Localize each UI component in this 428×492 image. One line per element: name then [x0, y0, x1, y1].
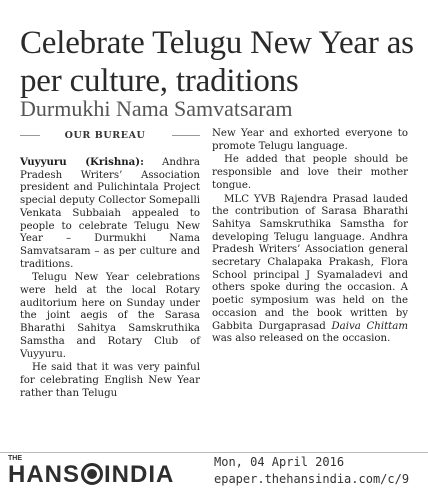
footer-divider [0, 452, 428, 453]
epaper-url[interactable]: epaper.thehansindia.com/c/9 [214, 472, 410, 486]
paragraph [212, 194, 408, 346]
byline: OUR BUREAU [64, 130, 146, 141]
article-column-right [212, 128, 408, 346]
logo-the: THE [8, 455, 22, 462]
paragraph: He added that people should be responsible and love their mother tongue. [212, 154, 408, 191]
logo-right: INDIA [104, 461, 175, 488]
subheadline: Durmukhi Nama Samvatsaram [20, 96, 293, 121]
paragraph-text: MLC YVB Rajendra Prasad lauded the contribution of Sarasa Bharathi Sahitya Samskruthika Samstha for developing Telugu language. Andhra Pradesh Writers’ Association general secretary Chalapaka Prakash, Flora School principal J Syamaladevi and others spoke during the occasion. A poetic symposium was held on the occasion and the book written by Gabbita Durgaprasad [212, 193, 408, 332]
paragraph [20, 156, 200, 271]
book-title: Daiva Chittam [331, 320, 409, 332]
logo-left: HANS [8, 461, 81, 488]
paragraph: New Year and exhorted everyone to promote Telugu language. [212, 128, 408, 152]
paragraph-text: Andhra Pradesh Writers’ Association president and Pulichintala Project special deputy Collector Somepalli Venkata Subbaiah appealed to people to celebrate Telugu New Year – Durmukhi Nama Samvatsaram – as per culture and traditions. [20, 157, 200, 270]
globe-icon [81, 463, 103, 485]
publication-date: Mon, 04 April 2016 [214, 455, 345, 469]
dateline: Vuyyuru (Krishna): [20, 156, 144, 168]
logo-wordmark [8, 461, 174, 489]
paragraph: He said that it was very painful for celebrating English New Year rather than Telugu [20, 362, 200, 399]
article-column-left [20, 156, 200, 400]
paragraph-text: was also released on the occasion. [212, 333, 391, 345]
paragraph: Telugu New Year celebrations were held at the local Rotary auditorium here on Sunday under the joint aegis of the Sarasa Bharathi Sahitya Samskruthika Samstha and Rotary Club of Vuyyuru. [20, 272, 200, 360]
byline-rule-right [172, 135, 200, 136]
headline: Celebrate Telugu New Year as per culture, traditions [20, 25, 414, 99]
hans-india-logo [2, 455, 202, 491]
